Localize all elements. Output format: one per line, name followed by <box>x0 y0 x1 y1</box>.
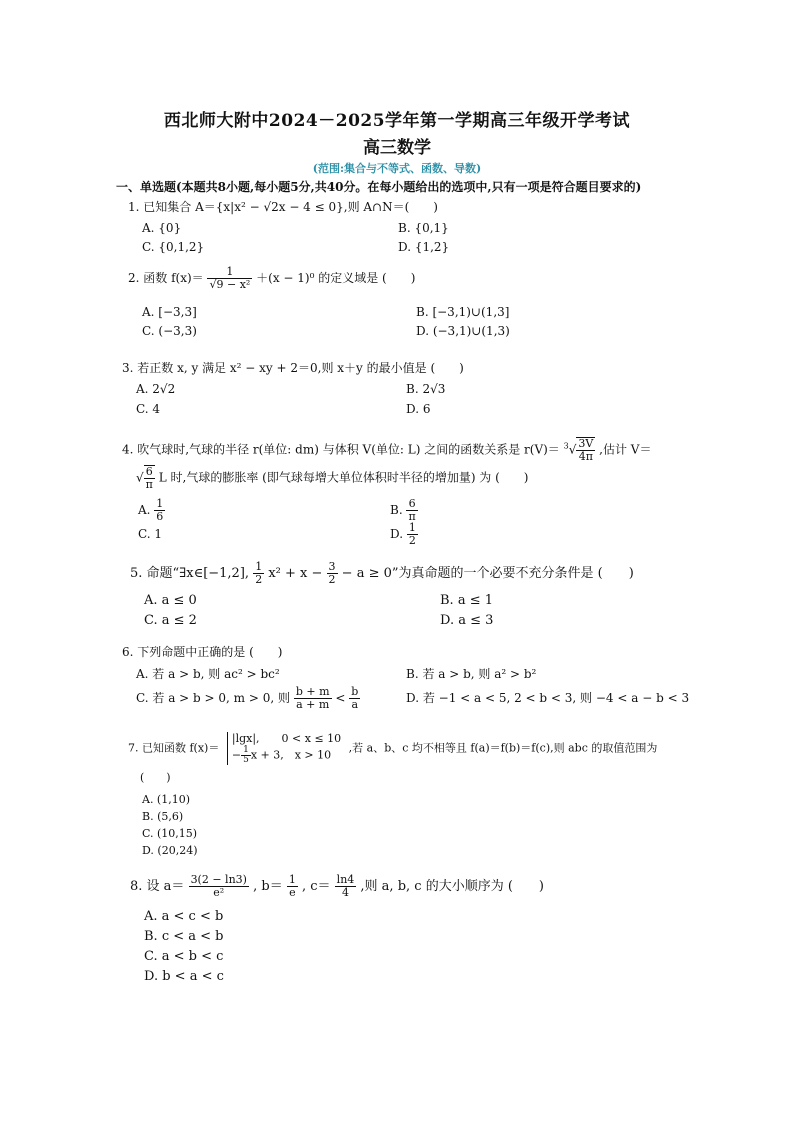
q5-frac2-num: 3 <box>328 560 336 573</box>
question-4-stem-line2: √ $\frac{6}{\pi}$ L 时,气球的膨胀率 (即气球每增大单位体积时半径的增加量) 为 ( ) <box>136 465 529 491</box>
q4-option-b-label: B. <box>390 503 407 517</box>
q2-option-c: C. (−3,3) <box>142 324 197 338</box>
q5-option-a: A. a ≤ 0 <box>144 593 197 608</box>
q4-root-fraction <box>576 437 595 463</box>
q4-stem-post: ,估计 V＝ <box>599 442 652 457</box>
q4-root-den: 4π <box>578 450 593 463</box>
question-2-stem <box>128 266 415 291</box>
q7-case-1: |lgx|, 0 < x ≤ 10 <box>231 732 342 745</box>
q2-frac-num: 1 <box>207 266 252 279</box>
q8-option-d: D. b < a < c <box>144 969 224 984</box>
q7-case2-frac <box>241 746 251 765</box>
q6-c-frac-2 <box>349 686 360 711</box>
question-6-stem: 6. 下列命题中正确的是 ( ) <box>122 645 283 659</box>
q5-frac2-den: 2 <box>328 573 336 586</box>
scope-note: (范围:集合与不等式、函数、导数) <box>312 162 482 175</box>
q5-stem-pre: 5. 命题“∃x∈[−1,2], <box>130 566 250 581</box>
q4-a-num: 1 <box>156 497 164 510</box>
q1-option-b: B. {0,1} <box>398 221 449 235</box>
q5-option-c: C. a ≤ 2 <box>144 613 197 628</box>
question-3-stem: 3. 若正数 x, y 满足 x² − xy + 2＝0,则 x＋y 的最小值是 ( ) <box>122 361 464 375</box>
q3-option-b: B. 2√3 <box>406 382 446 396</box>
q4-root-index: 3 <box>563 441 569 451</box>
q6-c-frac1-den: a + m <box>296 698 330 711</box>
q4-stem-pre: 4. 吹气球时,气球的半径 r(单位: dm) 与体积 V(单位: L) 之间的函数关系是 r(V)＝ <box>122 442 560 457</box>
q7-case2-den: 5 <box>243 755 249 765</box>
q4-option-d <box>390 522 418 547</box>
q1-option-a: A. {0} <box>142 221 182 235</box>
question-8-stem <box>130 874 544 899</box>
q7-option-a: A. (1,10) <box>142 793 191 806</box>
q4-line2-root <box>144 465 155 491</box>
q6-option-c-label: C. 若 a > b > 0, m > 0, 则 <box>136 691 290 705</box>
question-1-stem: 1. 已知集合 A＝{x|x² − √2x − 4 ≤ 0},则 A∩N＝( ) <box>128 200 438 214</box>
q7-case-2 <box>232 746 341 765</box>
q5-frac1-den: 2 <box>255 573 263 586</box>
q4-option-d-frac <box>407 522 418 547</box>
q7-stem-pre: 7. 已知函数 f(x)＝ <box>128 741 220 755</box>
q6-option-c <box>136 686 360 711</box>
q4-a-den: 6 <box>156 510 164 523</box>
q8-a-num: 3(2 − ln3) <box>190 873 247 886</box>
q5-stem-mid: x² + x − <box>268 566 323 581</box>
q8-option-b: B. c < a < b <box>144 929 224 944</box>
q2-option-d: D. (−3,1)∪(1,3) <box>416 324 510 338</box>
q4-option-a <box>138 498 165 523</box>
q4-option-d-label: D. <box>390 527 407 541</box>
q7-case2-post: x + 3, x > 10 <box>250 748 332 762</box>
q6-c-frac1-num: b + m <box>295 685 330 698</box>
q8-option-c: C. a < b < c <box>144 949 224 964</box>
q7-stem-post: ,若 a、b、c 均不相等且 f(a)＝f(b)＝f(c),则 abc 的取值范围为 <box>348 741 658 755</box>
q5-frac-1 <box>253 561 264 586</box>
q8-b-num: 1 <box>288 873 296 886</box>
q8-c-den: 4 <box>341 886 349 899</box>
q4-option-b <box>390 498 418 523</box>
q2-fraction <box>207 266 252 291</box>
q6-c-frac2-num: b <box>351 685 359 698</box>
q2-stem-post: ＋(x − 1)⁰ 的定义域是 ( ) <box>256 271 416 285</box>
q6-option-d: D. 若 −1 < a < 5, 2 < b < 3, 则 −4 < a − b < 3 <box>406 691 690 705</box>
q4-b-num: 6 <box>406 498 417 511</box>
question-5-stem <box>130 561 634 586</box>
q4-option-a-frac <box>154 498 165 523</box>
question-7-stem-line2: ( ) <box>140 771 171 784</box>
q8-a-frac <box>189 874 249 899</box>
q3-option-d: D. 6 <box>406 402 431 416</box>
q8-b-pre: , b＝ <box>253 879 283 894</box>
q4-line2-root-num: 6 <box>144 466 155 479</box>
q7-option-b: B. (5,6) <box>142 810 184 823</box>
q8-c-pre: , c＝ <box>301 879 331 894</box>
q8-c-num: ln4 <box>336 873 355 886</box>
q4-option-a-label: A. <box>138 503 155 517</box>
q2-stem-pre: 2. 函数 f(x)＝ <box>128 271 204 285</box>
q4-line2-root-den: π <box>145 478 153 491</box>
q1-option-c: C. {0,1,2} <box>142 240 205 254</box>
q2-option-b: B. [−3,1)∪(1,3] <box>416 305 510 319</box>
exam-title: 西北师大附中2024－2025学年第一学期高三年级开学考试 <box>163 111 631 131</box>
q5-option-b: B. a ≤ 1 <box>440 593 493 608</box>
q8-stem-post: ,则 a, b, c 的大小顺序为 ( ) <box>360 879 544 894</box>
q8-option-a: A. a < c < b <box>144 909 224 924</box>
subject-title: 高三数学 <box>363 138 431 158</box>
q7-case2-pre: − <box>231 748 242 762</box>
q4-b-den: π <box>408 510 416 523</box>
q8-a-den: e² <box>213 886 225 899</box>
q4-line2-text: L 时,气球的膨胀率 (即气球每增大单位体积时半径的增加量) 为 ( ) <box>158 470 529 485</box>
q7-case2-num: 1 <box>243 745 249 755</box>
section-heading: 一、单选题(本题共8小题,每小题5分,共40分。在每小题给出的选项中,只有一项是符合题目要求的) <box>116 180 642 194</box>
q4-option-c: C. 1 <box>138 527 163 541</box>
q1-option-d: D. {1,2} <box>398 240 450 254</box>
q5-stem-post: − a ≥ 0”为真命题的一个必要不充分条件是 ( ) <box>341 566 634 581</box>
q6-c-frac2-den: a <box>351 698 359 711</box>
q7-option-c: C. (10,15) <box>142 827 198 840</box>
q6-option-a: A. 若 a > b, 则 ac² > bc² <box>136 667 280 681</box>
q4-d-num: 1 <box>408 521 416 534</box>
q7-piecewise <box>227 732 341 765</box>
q3-option-a: A. 2√2 <box>136 382 176 396</box>
q5-frac-2 <box>327 561 338 586</box>
q8-stem-pre: 8. 设 a＝ <box>130 879 185 894</box>
q2-option-a: A. [−3,3] <box>142 305 197 319</box>
q2-frac-den: √9 − x² <box>209 278 251 291</box>
q6-c-frac-1 <box>294 686 332 711</box>
q8-b-den: e <box>289 886 296 899</box>
q4-option-b-frac <box>406 498 417 523</box>
q6-option-b: B. 若 a > b, 则 a² > b² <box>406 667 537 681</box>
q8-c-frac <box>335 874 357 899</box>
q5-frac1-num: 1 <box>255 560 263 573</box>
q3-option-c: C. 4 <box>136 402 161 416</box>
q8-b-frac <box>287 874 298 899</box>
question-4-stem-line1: 4. 吹气球时,气球的半径 r(单位: dm) 与体积 V(单位: L) 之间的函数关系是 r(V)＝ $^3$√ $\frac{3V}{4\pi}$ ,估计 V＝ <box>122 437 652 463</box>
q4-root-num: 3V <box>578 437 594 450</box>
q5-option-d: D. a ≤ 3 <box>440 613 494 628</box>
q7-option-d: D. (20,24) <box>142 844 198 857</box>
q4-d-den: 2 <box>408 534 416 547</box>
q6-c-lt: < <box>335 691 346 705</box>
question-7-stem <box>128 732 657 765</box>
